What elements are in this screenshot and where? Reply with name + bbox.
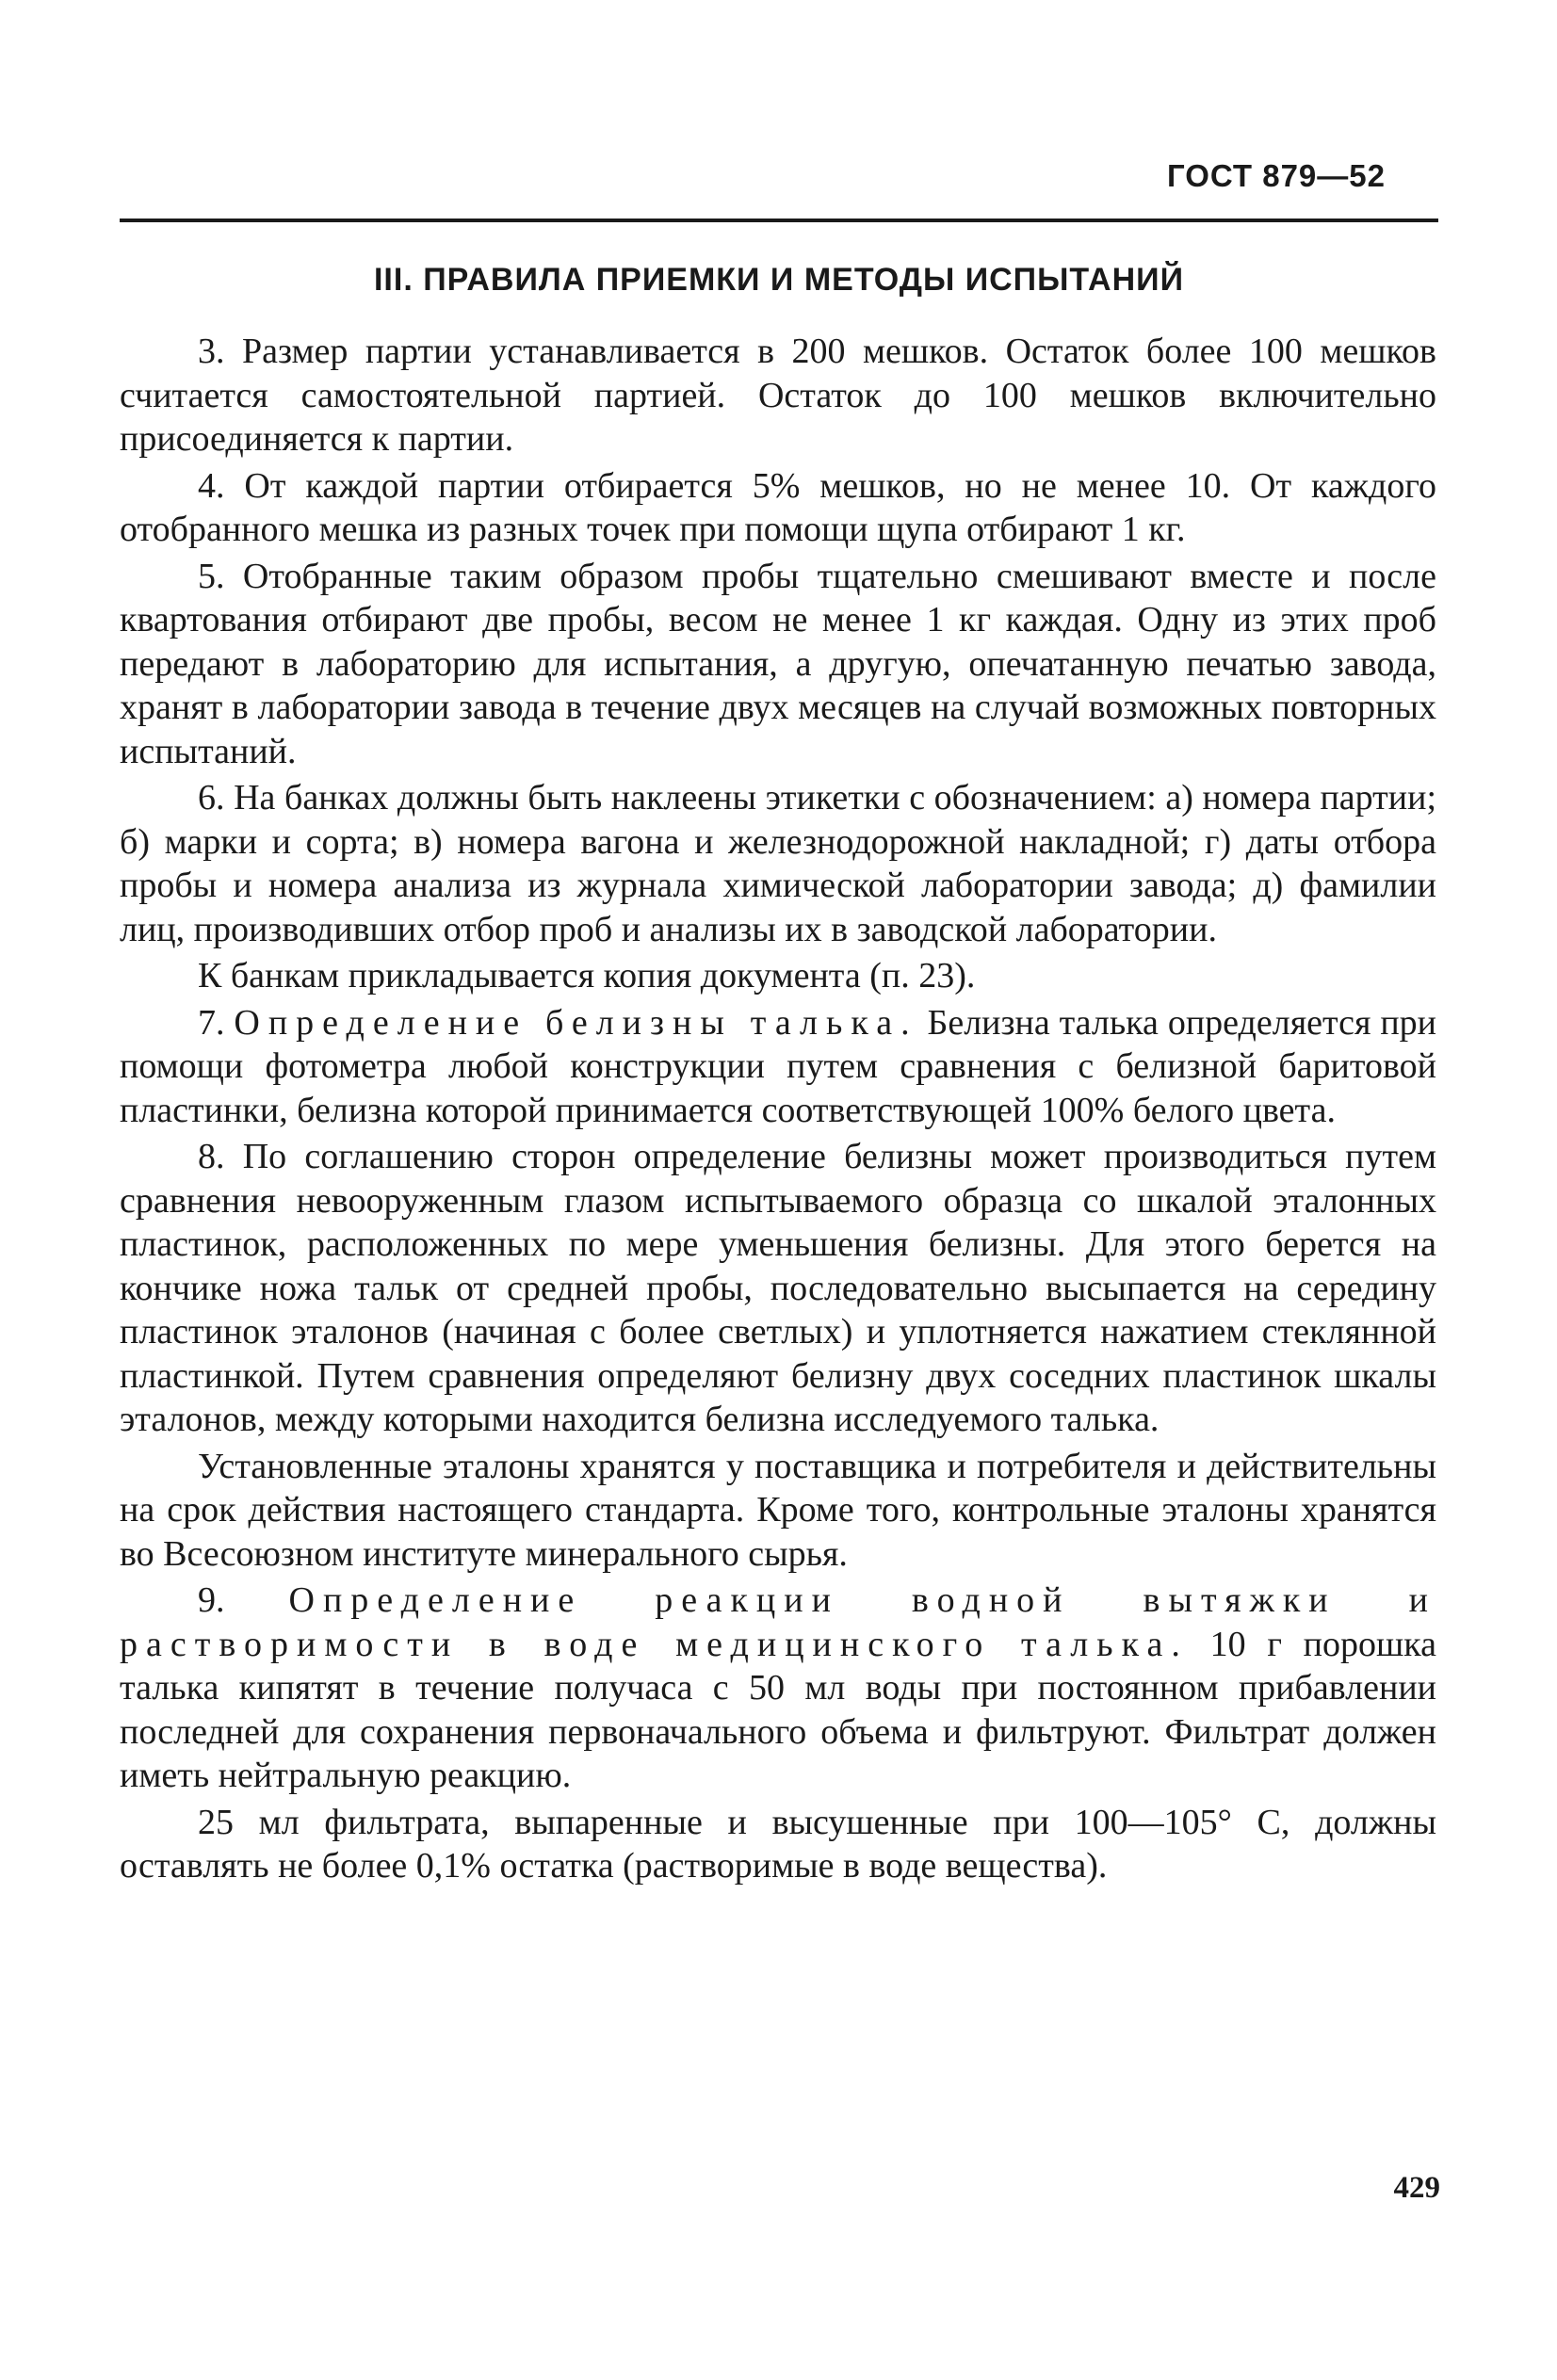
paragraph-7-text: Белизна талька определяется при помощи фотометра любой конструкции путем сравнения с белизной баритовой пластинки, белизна которой принимается соответствующей 100% белого цвета. — [120, 1002, 1437, 1130]
paragraph-8: 8. По соглашению сторон определение белизны может производиться путем сравнения невооруженным глазом испытываемого образца со шкалой эталонных пластинок, расположенных по мере уменьшения белизны. Для этого берется на кончике ножа тальк от средней пробы, последовательно высыпается на середину пластинок эталонов (начиная с более светлых) и уплотняется нажатием стеклянной пластинкой. Путем сравнения определяют белизну двух соседних пластинок шкалы эталонов, между которыми находится белизна исследуемого талька. — [120, 1137, 1436, 1439]
paragraph-9 — [120, 1579, 1436, 1798]
paragraph-6-note: К банкам прикладывается копия документа (п. 23). — [198, 956, 976, 996]
paragraph-9-note: 25 мл фильтрата, выпаренные и высушенные при 100—105° С, должны оставлять не более 0,1% остатка (растворимые в воде вещества). — [120, 1802, 1436, 1886]
page-number: 429 — [1393, 2171, 1440, 2205]
paragraph-5: 5. Отобранные таким образом пробы тщательно смешивают вместе и после квартования отбирают две пробы, весом не менее 1 кг каждая. Одну из этих проб передают в лабораторию для испытания, а другую, опечатанную печатью завода, хранят в лаборатории завода в течение двух месяцев на случай возможных повторных испытаний. — [120, 556, 1436, 771]
header-rule — [120, 219, 1438, 222]
paragraph-9-number: 9. — [198, 1580, 225, 1620]
paragraph-3: 3. Размер партии устанавливается в 200 мешков. Остаток более 100 мешков считается самостоятельной партией. Остаток до 100 мешков включительно присоединяется к партии. — [120, 332, 1436, 459]
standard-code: ГОСТ 879—52 — [1166, 158, 1386, 193]
paragraph-7-number: 7. — [198, 1002, 225, 1043]
paragraph-7 — [120, 1001, 1436, 1133]
paragraph-8-note: Установленные эталоны хранятся у поставщика и потребителя и действительны на срок действия настоящего стандарта. Кроме того, контрольные эталоны хранятся во Всесоюзном институте минерального сырья. — [120, 1446, 1436, 1574]
paragraph-9-text: 10 г порошка талька кипятят в течение получаса с 50 мл воды при постоянном прибавлении последней для сохранения первоначального объема и фильтруют. Фильтрат должен иметь нейтральную реакцию. — [120, 1624, 1437, 1795]
paragraph-9-heading: Определение реакции водной вытяжки и растворимости в воде медицинского талька. — [120, 1580, 1436, 1664]
paragraph-7-heading: Определение белизны талька. — [234, 1002, 918, 1043]
document-body — [120, 330, 1436, 1891]
paragraph-4: 4. От каждой партии отбирается 5% мешков, но не менее 10. От каждого отобранного мешка из разных точек при помощи щупа отбирают 1 кг. — [120, 465, 1436, 549]
paragraph-6: 6. На банках должны быть наклеены этикетки с обозначением: а) номера партии; б) марки и сорта; в) номера вагона и железнодорожной накладной; г) даты отбора пробы и номера анализа из журнала химической лаборатории завода; д) фамилии лиц, производивших отбор проб и анализы их в заводской лаборатории. — [120, 778, 1436, 949]
section-title: III. ПРАВИЛА ПРИЕМКИ И МЕТОДЫ ИСПЫТАНИЙ — [373, 262, 1185, 298]
